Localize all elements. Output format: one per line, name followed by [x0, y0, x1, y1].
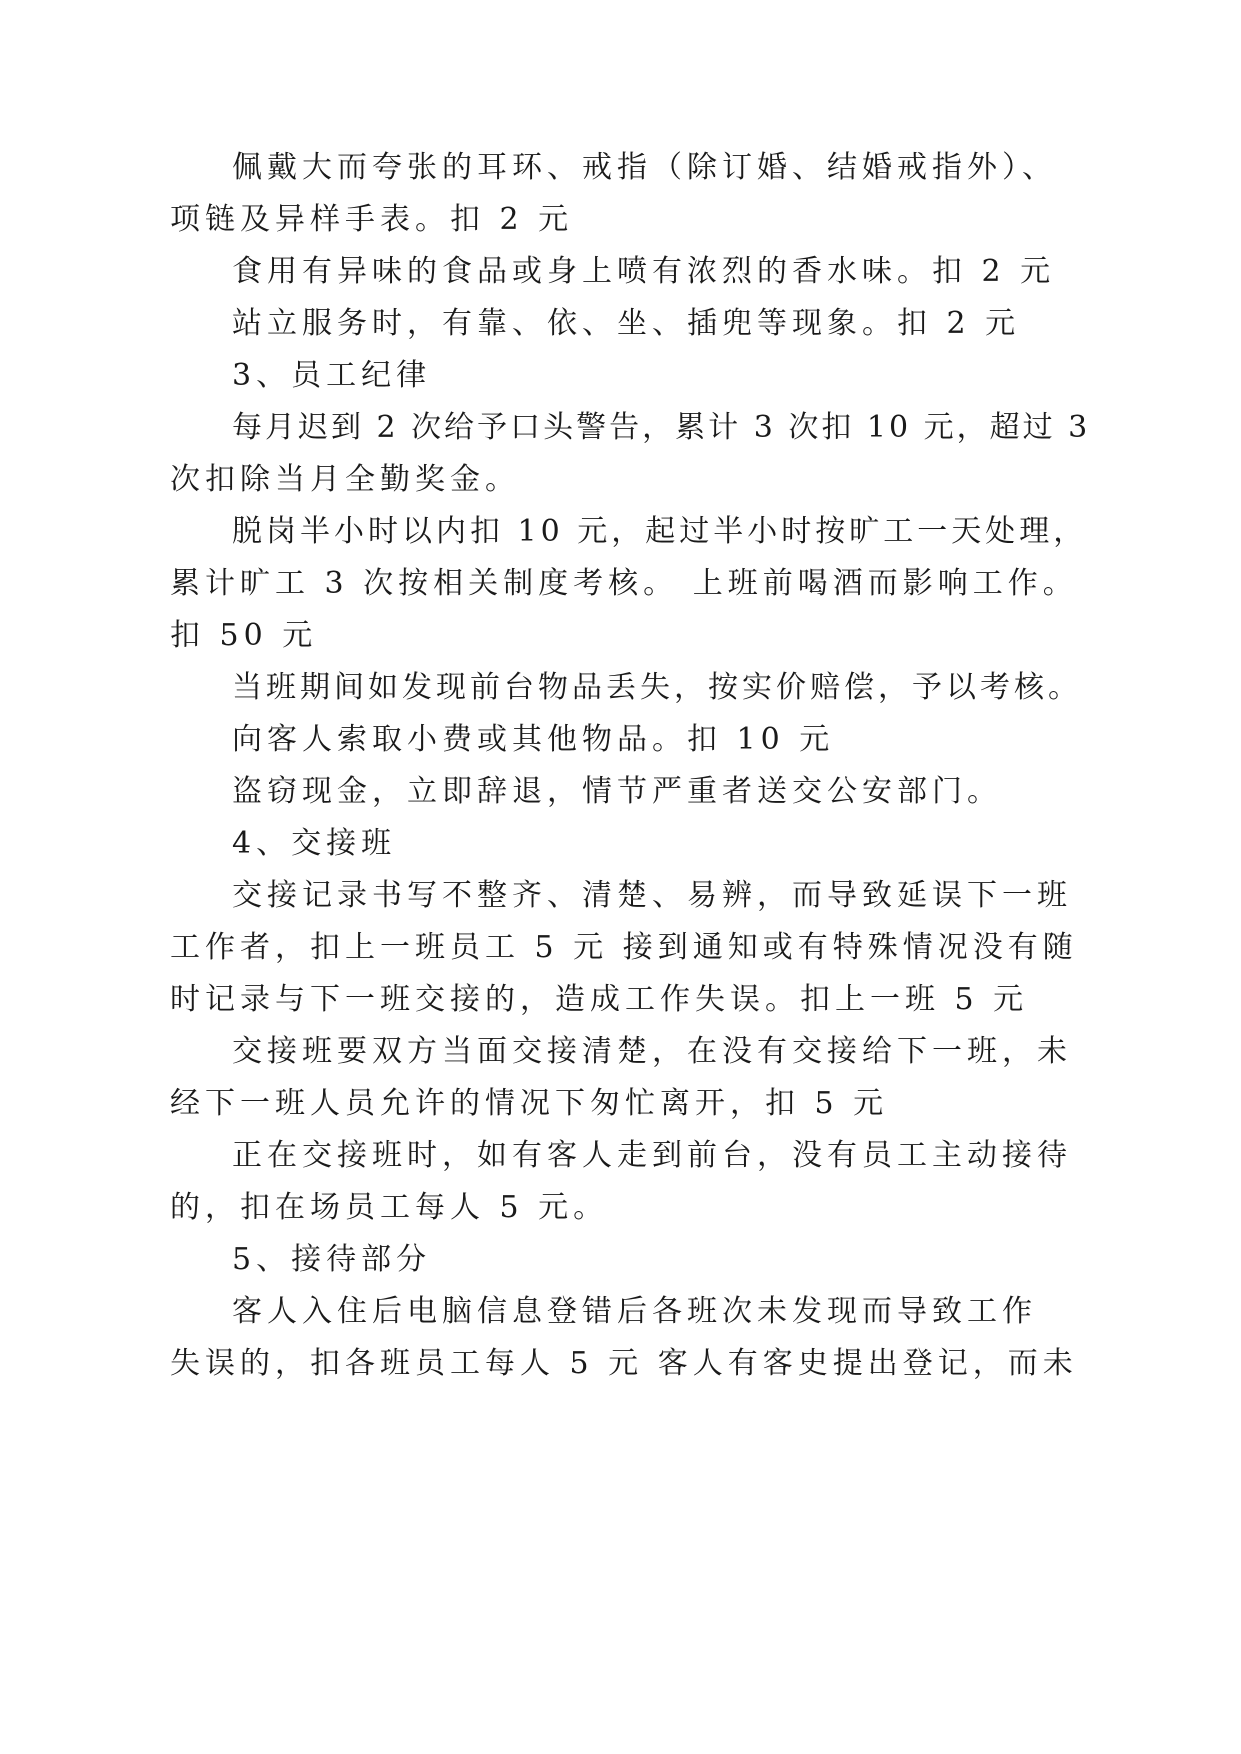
paragraph-line: 累计旷工 3 次按相关制度考核。 上班前喝酒而影响工作。	[170, 566, 1078, 601]
paragraph-line: 盗窃现金，立即辞退，情节严重者送交公安部门。	[232, 774, 1002, 809]
paragraph-line: 向客人索取小费或其他物品。扣 10 元	[232, 722, 835, 757]
paragraph-line: 交接记录书写不整齐、清楚、易辨，而导致延误下一班	[232, 878, 1072, 913]
paragraph-line: 项链及异样手表。扣 2 元	[170, 202, 574, 237]
section-heading: 4、交接班	[232, 826, 397, 861]
section-heading: 5、接待部分	[232, 1242, 432, 1277]
paragraph-line: 交接班要双方当面交接清楚，在没有交接给下一班，未	[232, 1034, 1072, 1069]
paragraph-line: 佩戴大而夸张的耳环、戒指（除订婚、结婚戒指外）、	[232, 150, 1057, 185]
paragraph-line: 失误的，扣各班员工每人 5 元 客人有客史提出登记，而未	[170, 1346, 1078, 1381]
section-heading: 3、员工纪律	[232, 358, 432, 393]
paragraph-line: 扣 50 元	[170, 618, 318, 653]
paragraph-line: 的，扣在场员工每人 5 元。	[170, 1190, 609, 1225]
paragraph-line: 经下一班人员允许的情况下匆忙离开，扣 5 元	[170, 1086, 889, 1121]
paragraph-line: 正在交接班时，如有客人走到前台，没有员工主动接待	[232, 1138, 1072, 1173]
paragraph-line: 次扣除当月全勤奖金。	[170, 462, 520, 497]
paragraph-line: 当班期间如发现前台物品丢失，按实价赔偿，予以考核。	[232, 670, 1082, 705]
paragraph-line: 每月迟到 2 次给予口头警告，累计 3 次扣 10 元，超过 3	[232, 410, 1091, 445]
paragraph-line: 客人入住后电脑信息登错后各班次未发现而导致工作	[232, 1294, 1037, 1329]
paragraph-line: 站立服务时，有靠、依、坐、插兜等现象。扣 2 元	[232, 306, 1021, 341]
paragraph-line: 工作者，扣上一班员工 5 元 接到通知或有特殊情况没有随	[170, 930, 1078, 965]
paragraph-line: 时记录与下一班交接的，造成工作失误。扣上一班 5 元	[170, 982, 1029, 1017]
paragraph-line: 脱岗半小时以内扣 10 元，起过半小时按旷工一天处理，	[232, 514, 1088, 549]
paragraph-line: 食用有异味的食品或身上喷有浓烈的香水味。扣 2 元	[232, 254, 1056, 289]
